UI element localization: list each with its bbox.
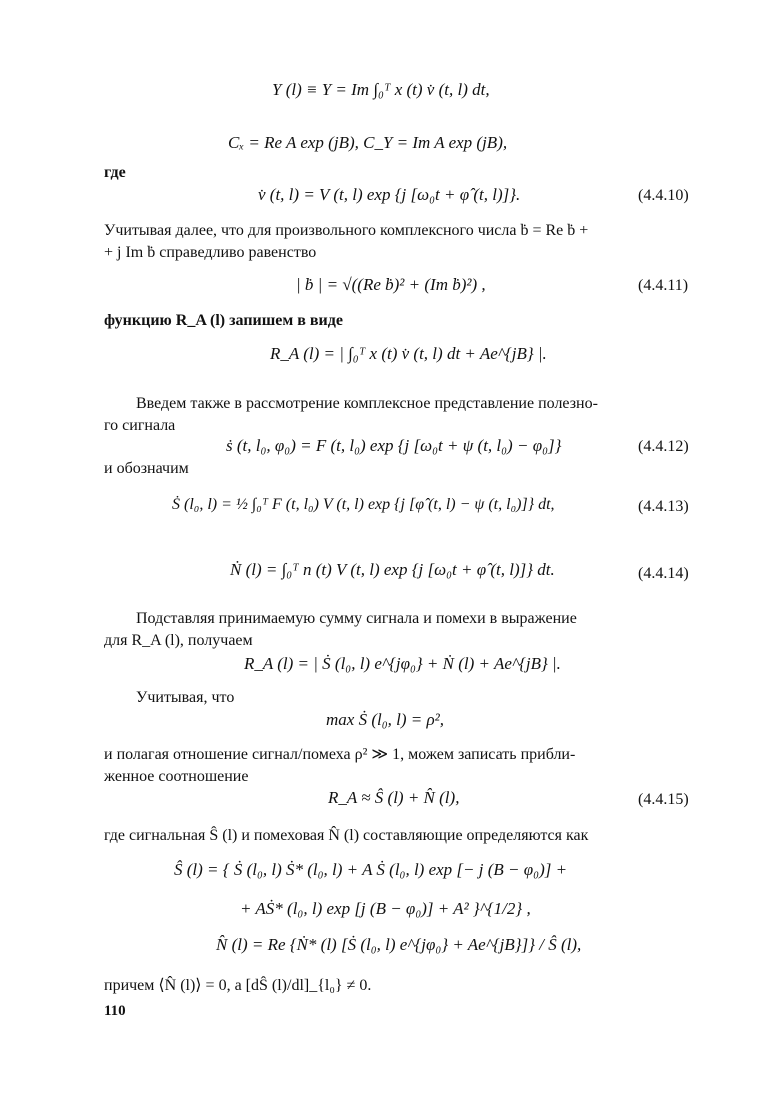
equation-s-hat-line-2: + AṠ* (l₀, l) exp [j (B − φ₀)] + A² }^{1/2} , [240, 899, 531, 918]
equation-number-4-4-11: (4.4.11) [638, 277, 689, 294]
equation-number-4-4-13: (4.4.13) [638, 498, 689, 515]
equation-4-4-14: Ṅ (l) = ∫₀ᵀ n (t) V (t, l) exp {j [ω₀t + φ̂ (t, l)]} dt. [230, 560, 555, 579]
equation-4-4-12: ṡ (t, l₀, φ₀) = F (t, l₀) exp {j [ω₀t + ψ (t, l₀) − φ₀]} [226, 436, 562, 455]
equation-4-4-15: R_A ≈ Ŝ (l) + N̂ (l), [328, 788, 460, 807]
equation-number-4-4-10: (4.4.10) [638, 187, 689, 204]
equation-s-hat-line-1: Ŝ (l) = { Ṡ (l₀, l) Ṡ* (l₀, l) + A Ṡ (l₀, l) exp [− j (B − φ₀)] + [174, 860, 568, 879]
paragraph-7-line-1: и полагая отношение сигнал/помеха ρ² ≫ 1, можем записать прибли- [104, 746, 576, 763]
word-where: где [104, 164, 126, 181]
equation-y: Y (l) ≡ Y = Im ∫₀ᵀ x (t) v̇ (t, l) dt, [272, 80, 490, 99]
paragraph-5-line-2: для R_A (l), получаем [104, 632, 253, 649]
equation-4-4-13: Ṡ (l₀, l) = ½ ∫₀ᵀ F (t, l₀) V (t, l) exp {j [φ̂ (t, l) − ψ (t, l₀)]} dt, [172, 496, 555, 513]
paragraph-8: где сигнальная Ŝ (l) и помеховая N̂ (l) составляющие определяются как [104, 827, 589, 844]
equation-number-4-4-15: (4.4.15) [638, 791, 689, 808]
paragraph-3-line-2: го сигнала [104, 417, 176, 434]
equation-number-4-4-14: (4.4.14) [638, 565, 689, 582]
paragraph-5-line-1: Подставляя принимаемую сумму сигнала и помехи в выражение [136, 610, 577, 627]
paragraph-1-line-2: + j Im ḃ справедливо равенство [104, 244, 317, 261]
equation-ra: R_A (l) = | ∫₀ᵀ x (t) v̇ (t, l) dt + Ae^{jB} |. [270, 344, 547, 363]
paragraph-9: причем ⟨N̂ (l)⟩ = 0, а [dŜ (l)/dl]_{l₀} ≠ 0. [104, 977, 372, 994]
equation-cx-cy: Cₓ = Re A exp (jB), C_Y = Im A exp (jB), [228, 133, 508, 152]
paragraph-3-line-1: Введем также в рассмотрение комплексное представление полезно- [136, 395, 598, 412]
equation-ra-sum: R_A (l) = | Ṡ (l₀, l) e^{jφ₀} + Ṅ (l) + Ae^{jB} |. [244, 654, 561, 673]
page-number: 110 [104, 1003, 126, 1019]
equation-4-4-10: v̇ (t, l) = V (t, l) exp {j [ω₀t + φ̂ (t, l)]}. [258, 185, 521, 204]
equation-number-4-4-12: (4.4.12) [638, 438, 689, 455]
equation-4-4-11: | ḃ | = √((Re ḃ)² + (Im ḃ)²) , [296, 275, 486, 294]
paragraph-7-line-2: женное соотношение [104, 768, 249, 785]
paragraph-4: и обозначим [104, 460, 189, 477]
equation-n-hat: N̂ (l) = Re {Ṅ* (l) [Ṡ (l₀, l) e^{jφ₀} + Ae^{jB}]} / Ŝ (l), [216, 935, 582, 954]
equation-max: max Ṡ (l₀, l) = ρ², [326, 710, 444, 729]
paragraph-2: функцию R_A (l) запишем в виде [104, 312, 343, 329]
paragraph-1-line-1: Учитывая далее, что для произвольного комплексного числа ḃ = Re ḃ + [104, 222, 589, 239]
paragraph-6: Учитывая, что [136, 689, 235, 706]
